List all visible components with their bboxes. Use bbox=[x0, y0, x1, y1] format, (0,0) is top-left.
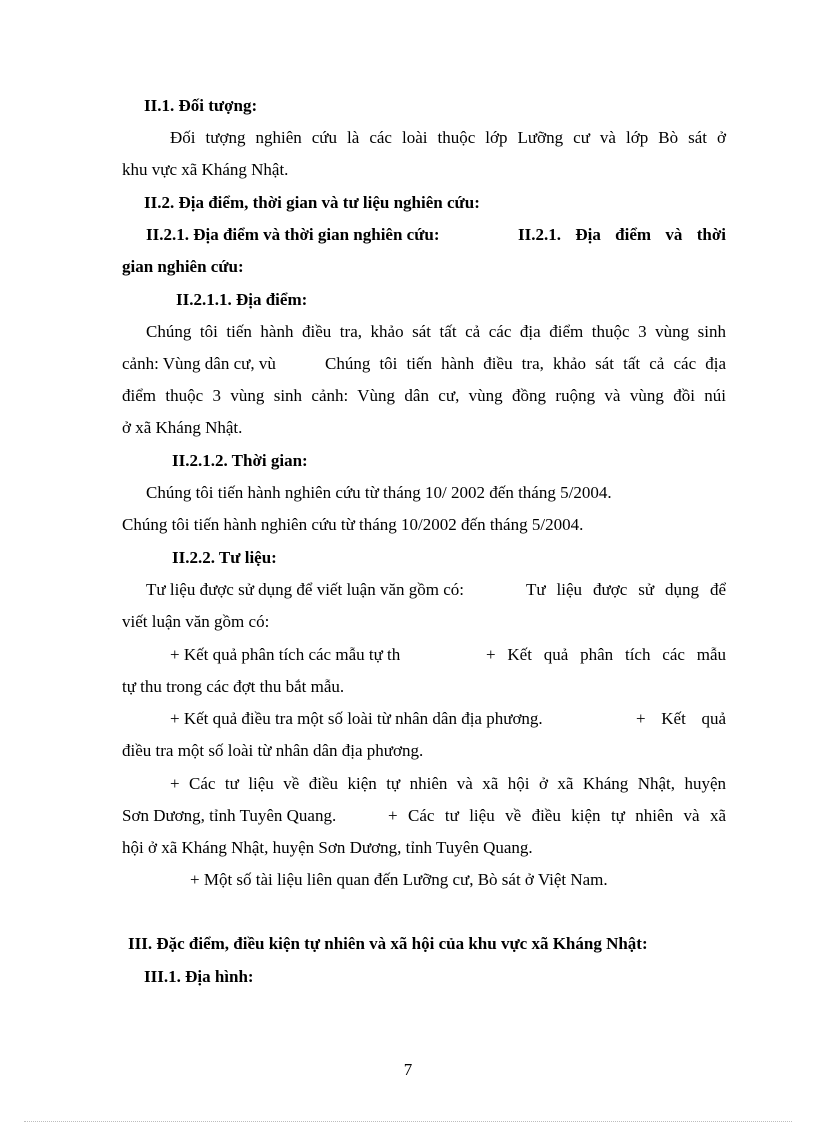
list-item: điều tra một số loài từ nhân dân địa phương. bbox=[122, 741, 424, 760]
paragraph-line: viết luận văn gồm có: bbox=[122, 612, 270, 631]
list-item: + Kết quả điều tra một số loài từ nhân dân địa phương. bbox=[170, 709, 543, 728]
paragraph-line: Tư liệu được sử dụng để viết luận văn gồm có: bbox=[146, 580, 465, 599]
heading-iii: III. Đặc điểm, điều kiện tự nhiên và xã hội của khu vực xã Kháng Nhật: bbox=[128, 934, 648, 953]
paragraph-line: cảnh: Vùng dân cư, vù bbox=[122, 354, 276, 373]
list-item: + Các tư liệu về điều kiện tự nhiên và xã hội ở xã Kháng Nhật, huyện bbox=[170, 774, 726, 793]
heading-ii-2-1-duplicate: II.2.1. Địa điểm và thời bbox=[518, 225, 726, 244]
paragraph-line: điểm thuộc 3 vùng sinh cảnh: Vùng dân cư, vùng đồng ruộng và vùng đồi núi bbox=[122, 386, 726, 405]
list-item: tự thu trong các đợt thu bắt mẫu. bbox=[122, 677, 345, 696]
heading-ii-2-2: II.2.2. Tư liệu: bbox=[172, 548, 277, 567]
list-item: hội ở xã Kháng Nhật, huyện Sơn Dương, tỉnh Tuyên Quang. bbox=[122, 838, 533, 857]
page-bottom-divider bbox=[24, 1121, 792, 1122]
heading-iii-1: III.1. Địa hình: bbox=[144, 967, 254, 986]
paragraph-line: khu vực xã Kháng Nhật. bbox=[122, 160, 289, 179]
heading-ii-2: II.2. Địa điểm, thời gian và tư liệu nghiên cứu: bbox=[144, 193, 480, 212]
paragraph-line: Đối tượng nghiên cứu là các loài thuộc lớp Lưỡng cư và lớp Bò sát ở bbox=[170, 128, 726, 147]
heading-ii-2-1-2: II.2.1.2. Thời gian: bbox=[172, 451, 308, 470]
list-item: + Kết quả phân tích các mẫu bbox=[486, 645, 726, 664]
heading-ii-2-1-continued: gian nghiên cứu: bbox=[122, 257, 244, 276]
list-item: + Các tư liệu về điều kiện tự nhiên và xã bbox=[388, 806, 726, 825]
page-number: 7 bbox=[403, 1060, 413, 1079]
list-item: + Một số tài liệu liên quan đến Lưỡng cư, Bò sát ở Việt Nam. bbox=[190, 870, 608, 889]
list-item: Sơn Dương, tỉnh Tuyên Quang. bbox=[122, 806, 337, 825]
paragraph-line: Chúng tôi tiến hành điều tra, khảo sát tất cả các địa điểm thuộc 3 vùng sinh bbox=[146, 322, 726, 341]
paragraph-line: Chúng tôi tiến hành điều tra, khảo sát tất cả các địa bbox=[325, 354, 726, 373]
heading-ii-2-1: II.2.1. Địa điểm và thời gian nghiên cứu: bbox=[146, 225, 440, 244]
paragraph-line: Tư liệu được sử dụng để bbox=[526, 580, 726, 599]
paragraph-line: Chúng tôi tiến hành nghiên cứu từ tháng 10/ 2002 đến tháng 5/2004. bbox=[146, 483, 612, 502]
heading-ii-2-1-1: II.2.1.1. Địa điểm: bbox=[176, 290, 308, 309]
list-item: + Kết quả bbox=[636, 709, 726, 728]
paragraph-line: Chúng tôi tiến hành nghiên cứu từ tháng 10/2002 đến tháng 5/2004. bbox=[122, 515, 584, 534]
list-item: + Kết quả phân tích các mẫu tự th bbox=[170, 645, 401, 664]
heading-ii-1: II.1. Đối tượng: bbox=[144, 96, 258, 115]
paragraph-line: ở xã Kháng Nhật. bbox=[122, 418, 243, 437]
